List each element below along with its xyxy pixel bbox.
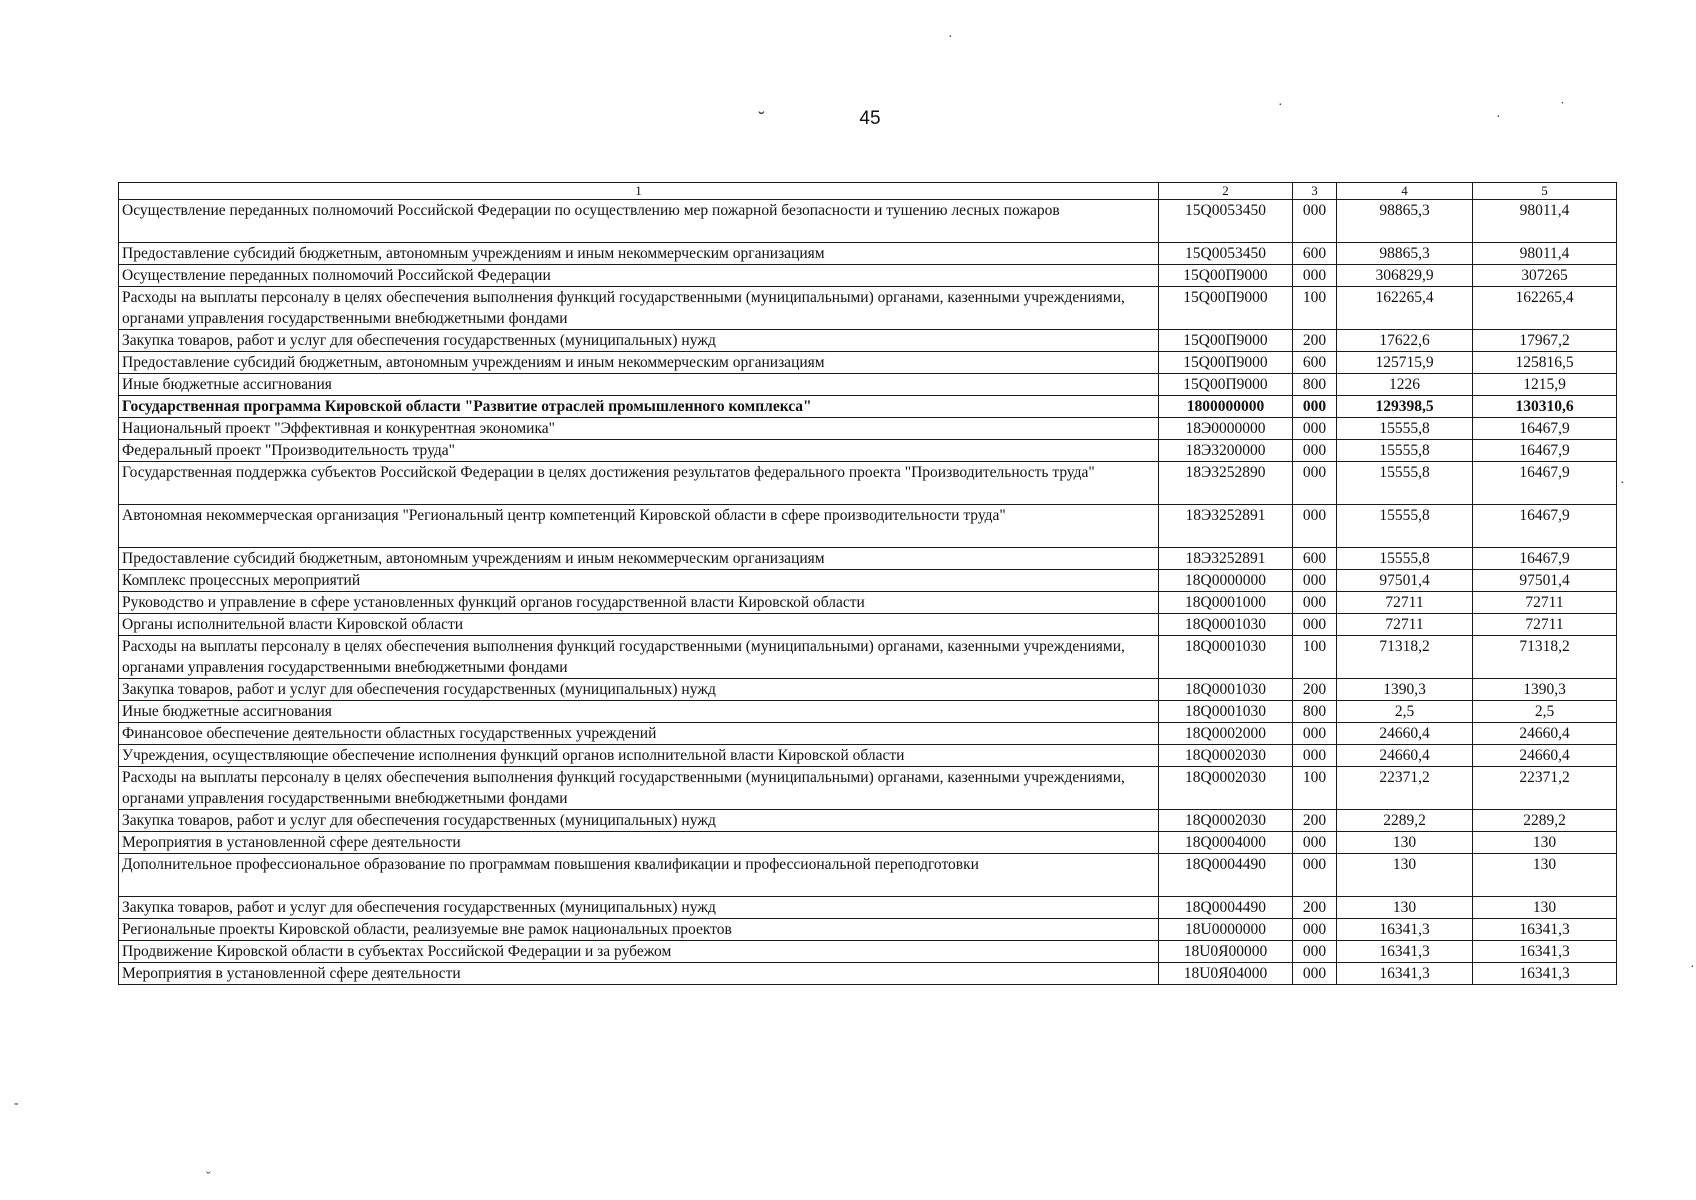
table-row	[119, 745, 1617, 767]
scan-artifact: ·	[1496, 110, 1501, 125]
table-row	[119, 679, 1617, 701]
amount-year-2: 130	[1473, 897, 1617, 919]
amount-year-2: 2,5	[1473, 701, 1617, 723]
table-row	[119, 963, 1617, 985]
amount-year-2: 17967,2	[1473, 330, 1617, 352]
amount-year-1: 24660,4	[1337, 745, 1473, 767]
amount-year-2: 97501,4	[1473, 570, 1617, 592]
amount-year-1: 16341,3	[1337, 941, 1473, 963]
target-article-code: 18Q0001030	[1159, 614, 1293, 636]
amount-year-1: 162265,4	[1337, 287, 1473, 330]
table-row	[119, 352, 1617, 374]
amount-year-2: 16467,9	[1473, 418, 1617, 440]
row-description: Закупка товаров, работ и услуг для обеспечения государственных (муниципальных) нужд	[119, 330, 1159, 352]
amount-year-1: 17622,6	[1337, 330, 1473, 352]
expense-type-code: 000	[1293, 832, 1337, 854]
target-article-code: 18Q0001030	[1159, 679, 1293, 701]
scan-artifact: -	[14, 1096, 19, 1111]
target-article-code: 18Q0000000	[1159, 570, 1293, 592]
table-row	[119, 396, 1617, 418]
expense-type-code: 000	[1293, 418, 1337, 440]
table-row	[119, 810, 1617, 832]
target-article-code: 18Q0002030	[1159, 767, 1293, 810]
row-description: Региональные проекты Кировской области, реализуемые вне рамок национальных проектов	[119, 919, 1159, 941]
target-article-code: 18Э3252891	[1159, 548, 1293, 570]
row-description: Комплекс процессных мероприятий	[119, 570, 1159, 592]
expense-type-code: 100	[1293, 636, 1337, 679]
amount-year-1: 97501,4	[1337, 570, 1473, 592]
table-body	[119, 200, 1617, 985]
row-description: Осуществление переданных полномочий Российской Федерации по осуществлению мер пожарной безопасности и тушению лесных пожаров	[119, 200, 1159, 243]
row-description: Расходы на выплаты персоналу в целях обеспечения выполнения функций государственными (муниципальными) органами, казенными учреждениями, органами управления государственными внебюджетными фондами	[119, 636, 1159, 679]
row-description: Расходы на выплаты персоналу в целях обеспечения выполнения функций государственными (муниципальными) органами, казенными учреждениями, органами управления государственными внебюджетными фондами	[119, 287, 1159, 330]
target-article-code: 18Q0001000	[1159, 592, 1293, 614]
expense-type-code: 000	[1293, 440, 1337, 462]
amount-year-2: 16467,9	[1473, 548, 1617, 570]
scan-artifact: ·	[1278, 98, 1283, 113]
amount-year-2: 162265,4	[1473, 287, 1617, 330]
scan-artifact: ˘	[758, 108, 765, 130]
table-row	[119, 854, 1617, 897]
target-article-code: 18Q0002030	[1159, 810, 1293, 832]
expense-type-code: 600	[1293, 548, 1337, 570]
target-article-code: 18U0000000	[1159, 919, 1293, 941]
amount-year-1: 130	[1337, 897, 1473, 919]
expense-type-code: 000	[1293, 723, 1337, 745]
amount-year-2: 1390,3	[1473, 679, 1617, 701]
table-row	[119, 723, 1617, 745]
amount-year-1: 1226	[1337, 374, 1473, 396]
column-header: 2	[1159, 183, 1293, 200]
amount-year-1: 15555,8	[1337, 440, 1473, 462]
expense-type-code: 000	[1293, 919, 1337, 941]
amount-year-2: 24660,4	[1473, 723, 1617, 745]
table-row	[119, 200, 1617, 243]
amount-year-1: 129398,5	[1337, 396, 1473, 418]
page-number: 45	[859, 108, 881, 129]
amount-year-1: 98865,3	[1337, 200, 1473, 243]
column-header: 5	[1473, 183, 1617, 200]
expense-type-code: 000	[1293, 963, 1337, 985]
row-description: Предоставление субсидий бюджетным, автономным учреждениям и иным некоммерческим организациям	[119, 548, 1159, 570]
row-description: Мероприятия в установленной сфере деятельности	[119, 963, 1159, 985]
table-row	[119, 440, 1617, 462]
amount-year-1: 16341,3	[1337, 963, 1473, 985]
amount-year-2: 1215,9	[1473, 374, 1617, 396]
target-article-code: 18Q0002030	[1159, 745, 1293, 767]
expense-type-code: 000	[1293, 614, 1337, 636]
row-description: Расходы на выплаты персоналу в целях обеспечения выполнения функций государственными (муниципальными) органами, казенными учреждениями, органами управления государственными внебюджетными фондами	[119, 767, 1159, 810]
target-article-code: 15Q00П9000	[1159, 287, 1293, 330]
amount-year-1: 72711	[1337, 614, 1473, 636]
row-description: Осуществление переданных полномочий Российской Федерации	[119, 265, 1159, 287]
amount-year-2: 125816,5	[1473, 352, 1617, 374]
expense-type-code: 200	[1293, 897, 1337, 919]
row-description: Федеральный проект "Производительность труда"	[119, 440, 1159, 462]
row-description: Национальный проект "Эффективная и конкурентная экономика"	[119, 418, 1159, 440]
table-row	[119, 287, 1617, 330]
table-row	[119, 919, 1617, 941]
amount-year-2: 72711	[1473, 592, 1617, 614]
target-article-code: 18Э3252890	[1159, 462, 1293, 505]
amount-year-2: 16341,3	[1473, 963, 1617, 985]
amount-year-1: 130	[1337, 832, 1473, 854]
row-description: Руководство и управление в сфере установленных функций органов государственной власти Кировской области	[119, 592, 1159, 614]
row-description: Закупка товаров, работ и услуг для обеспечения государственных (муниципальных) нужд	[119, 679, 1159, 701]
amount-year-1: 72711	[1337, 592, 1473, 614]
table-header-row	[119, 183, 1617, 200]
target-article-code: 18Q0001030	[1159, 701, 1293, 723]
expense-type-code: 800	[1293, 374, 1337, 396]
column-header: 4	[1337, 183, 1473, 200]
row-description: Автономная некоммерческая организация "Региональный центр компетенций Кировской области в сфере производительности труда"	[119, 505, 1159, 548]
table-row	[119, 265, 1617, 287]
expense-type-code: 200	[1293, 330, 1337, 352]
scan-artifact: ·	[1620, 476, 1625, 491]
amount-year-1: 130	[1337, 854, 1473, 897]
table-row	[119, 614, 1617, 636]
target-article-code: 18U0Я04000	[1159, 963, 1293, 985]
amount-year-2: 24660,4	[1473, 745, 1617, 767]
target-article-code: 1800000000	[1159, 396, 1293, 418]
amount-year-1: 24660,4	[1337, 723, 1473, 745]
target-article-code: 15Q00П9000	[1159, 265, 1293, 287]
row-description: Предоставление субсидий бюджетным, автономным учреждениям и иным некоммерческим организациям	[119, 243, 1159, 265]
scan-artifact: ·	[1690, 960, 1695, 975]
column-header: 1	[119, 183, 1159, 200]
expense-type-code: 100	[1293, 767, 1337, 810]
row-description: Мероприятия в установленной сфере деятельности	[119, 832, 1159, 854]
row-description: Предоставление субсидий бюджетным, автономным учреждениям и иным некоммерческим организациям	[119, 352, 1159, 374]
expense-type-code: 000	[1293, 462, 1337, 505]
table-row	[119, 548, 1617, 570]
target-article-code: 18Q0004000	[1159, 832, 1293, 854]
expense-type-code: 000	[1293, 505, 1337, 548]
expense-type-code: 600	[1293, 352, 1337, 374]
table-row	[119, 767, 1617, 810]
target-article-code: 18Q0002000	[1159, 723, 1293, 745]
row-description: Дополнительное профессиональное образование по программам повышения квалификации и профессиональной переподготовки	[119, 854, 1159, 897]
target-article-code: 18Q0004490	[1159, 854, 1293, 897]
table-row	[119, 570, 1617, 592]
table-row	[119, 418, 1617, 440]
amount-year-2: 22371,2	[1473, 767, 1617, 810]
expense-type-code: 000	[1293, 854, 1337, 897]
target-article-code: 18Э0000000	[1159, 418, 1293, 440]
table-row	[119, 701, 1617, 723]
expense-type-code: 000	[1293, 200, 1337, 243]
amount-year-2: 98011,4	[1473, 243, 1617, 265]
amount-year-1: 15555,8	[1337, 548, 1473, 570]
row-description: Иные бюджетные ассигнования	[119, 701, 1159, 723]
row-description: Иные бюджетные ассигнования	[119, 374, 1159, 396]
target-article-code: 18Э3252891	[1159, 505, 1293, 548]
target-article-code: 18U0Я00000	[1159, 941, 1293, 963]
row-description: Государственная программа Кировской области "Развитие отраслей промышленного комплекса"	[119, 396, 1159, 418]
expense-type-code: 600	[1293, 243, 1337, 265]
row-description: Государственная поддержка субъектов Российской Федерации в целях достижения результатов федерального проекта "Производительность труда"	[119, 462, 1159, 505]
expense-type-code: 200	[1293, 810, 1337, 832]
amount-year-2: 2289,2	[1473, 810, 1617, 832]
amount-year-1: 22371,2	[1337, 767, 1473, 810]
row-description: Учреждения, осуществляющие обеспечение исполнения функций органов исполнительной власти Кировской области	[119, 745, 1159, 767]
amount-year-1: 15555,8	[1337, 418, 1473, 440]
expense-type-code: 000	[1293, 941, 1337, 963]
expense-type-code: 000	[1293, 592, 1337, 614]
table-row	[119, 832, 1617, 854]
row-description: Продвижение Кировской области в субъектах Российской Федерации и за рубежом	[119, 941, 1159, 963]
table-row	[119, 897, 1617, 919]
amount-year-1: 71318,2	[1337, 636, 1473, 679]
amount-year-2: 130	[1473, 832, 1617, 854]
amount-year-1: 306829,9	[1337, 265, 1473, 287]
target-article-code: 15Q00П9000	[1159, 352, 1293, 374]
row-description: Закупка товаров, работ и услуг для обеспечения государственных (муниципальных) нужд	[119, 897, 1159, 919]
table-row	[119, 374, 1617, 396]
table-row	[119, 592, 1617, 614]
amount-year-2: 130	[1473, 854, 1617, 897]
amount-year-2: 72711	[1473, 614, 1617, 636]
row-description: Финансовое обеспечение деятельности областных государственных учреждений	[119, 723, 1159, 745]
amount-year-1: 125715,9	[1337, 352, 1473, 374]
budget-table	[118, 182, 1617, 985]
target-article-code: 15Q0053450	[1159, 200, 1293, 243]
amount-year-2: 16467,9	[1473, 505, 1617, 548]
target-article-code: 15Q00П9000	[1159, 374, 1293, 396]
table-row	[119, 243, 1617, 265]
amount-year-1: 15555,8	[1337, 505, 1473, 548]
expense-type-code: 200	[1293, 679, 1337, 701]
expense-type-code: 800	[1293, 701, 1337, 723]
amount-year-2: 16467,9	[1473, 462, 1617, 505]
table-row	[119, 462, 1617, 505]
scan-artifact: ˙	[1560, 100, 1565, 115]
expense-type-code: 100	[1293, 287, 1337, 330]
expense-type-code: 000	[1293, 570, 1337, 592]
table-row	[119, 636, 1617, 679]
amount-year-1: 16341,3	[1337, 919, 1473, 941]
column-header: 3	[1293, 183, 1337, 200]
amount-year-1: 2289,2	[1337, 810, 1473, 832]
amount-year-2: 98011,4	[1473, 200, 1617, 243]
amount-year-2: 130310,6	[1473, 396, 1617, 418]
amount-year-1: 98865,3	[1337, 243, 1473, 265]
amount-year-2: 307265	[1473, 265, 1617, 287]
row-description: Органы исполнительной власти Кировской области	[119, 614, 1159, 636]
expense-type-code: 000	[1293, 745, 1337, 767]
row-description: Закупка товаров, работ и услуг для обеспечения государственных (муниципальных) нужд	[119, 810, 1159, 832]
amount-year-2: 71318,2	[1473, 636, 1617, 679]
table-row	[119, 330, 1617, 352]
expense-type-code: 000	[1293, 396, 1337, 418]
target-article-code: 18Q0004490	[1159, 897, 1293, 919]
amount-year-2: 16467,9	[1473, 440, 1617, 462]
amount-year-1: 2,5	[1337, 701, 1473, 723]
scan-artifact: ·	[948, 30, 953, 45]
expense-type-code: 000	[1293, 265, 1337, 287]
table-row	[119, 941, 1617, 963]
amount-year-1: 1390,3	[1337, 679, 1473, 701]
target-article-code: 18Q0001030	[1159, 636, 1293, 679]
target-article-code: 15Q00П9000	[1159, 330, 1293, 352]
table-row	[119, 505, 1617, 548]
amount-year-2: 16341,3	[1473, 941, 1617, 963]
target-article-code: 18Э3200000	[1159, 440, 1293, 462]
amount-year-2: 16341,3	[1473, 919, 1617, 941]
amount-year-1: 15555,8	[1337, 462, 1473, 505]
scan-artifact: ˇ	[206, 1170, 211, 1185]
target-article-code: 15Q0053450	[1159, 243, 1293, 265]
